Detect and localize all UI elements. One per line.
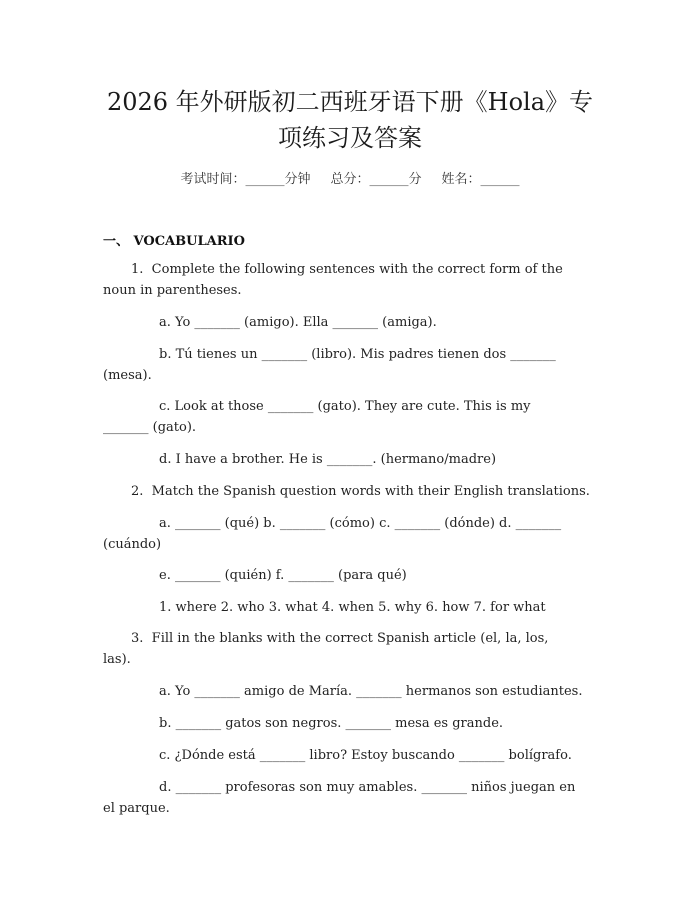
question-3-item-d-line-1: d. _______ profesoras son muy amables. _______ niños juegan en	[159, 780, 576, 795]
document-title-line-2: 项练习及答案	[278, 124, 422, 152]
question-1-item-a: a. Yo _______ (amigo). Ella _______ (amiga).	[159, 315, 437, 330]
question-2-items-a-d-line-1: a. _______ (qué) b. _______ (cómo) c. _______ (dónde) d. _______	[159, 516, 562, 531]
question-3-item-c: c. ¿Dónde está _______ libro? Estoy buscando _______ bolígrafo.	[159, 748, 572, 763]
question-1-item-b-line-2: (mesa).	[103, 368, 152, 383]
exam-time: 考试时间：______分钟	[180, 172, 311, 187]
question-3-line-1: 3. Fill in the blanks with the correct Spanish article (el, la, los,	[131, 631, 549, 646]
question-2-line-1: 2. Match the Spanish question words with their English translations.	[131, 484, 590, 499]
question-1-item-d: d. I have a brother. He is _______. (hermano/madre)	[159, 452, 497, 467]
question-2-items-a-d-line-2: (cuándo)	[103, 537, 162, 552]
exam-name: 姓名：______	[441, 172, 520, 187]
question-3-item-b: b. _______ gatos son negros. _______ mesa es grande.	[159, 716, 504, 731]
question-3-item-a: a. Yo _______ amigo de María. _______ hermanos son estudiantes.	[159, 684, 583, 699]
question-1-line-1: 1. Complete the following sentences with the correct form of the	[131, 262, 563, 277]
question-1-item-b-line-1: b. Tú tienes un _______ (libro). Mis padres tienen dos _______	[159, 347, 556, 362]
document-title-line-1: 2026 年外研版初二西班牙语下册《Hola》专	[106, 88, 594, 116]
question-1-item-c-line-2: _______ (gato).	[103, 420, 197, 435]
question-1-item-c-line-1: c. Look at those _______ (gato). They are cute. This is my	[159, 399, 531, 414]
question-2-options: 1. where 2. who 3. what 4. when 5. why 6. how 7. for what	[159, 600, 546, 615]
question-3-line-2: las).	[103, 652, 131, 667]
exam-meta	[0, 168, 700, 187]
question-1-line-2: noun in parentheses.	[103, 283, 242, 298]
question-2-items-e-f: e. _______ (quién) f. _______ (para qué)	[159, 568, 407, 583]
exam-score: 总分：______分	[330, 172, 422, 187]
question-3-item-d-line-2: el parque.	[103, 801, 170, 816]
section-heading-vocabulario: 一、 VOCABULARIO	[103, 234, 245, 249]
